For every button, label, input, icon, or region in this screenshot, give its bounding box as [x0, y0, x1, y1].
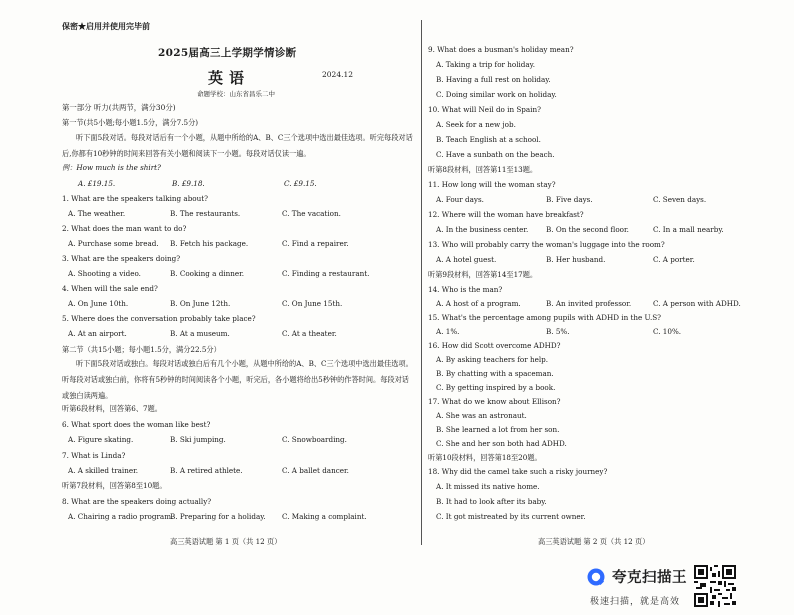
instructions: 听下面5段对话或独白。每段对话或独白后有几个小题，从题中所给的A、B、C三个选项中选出最佳选项。听每段对话或独白前，你将有5秒钟的时间阅读各个小题，听完后，各小题将给出5秒钟的作答时间。每段对话或独白读两遍。 — [62, 359, 413, 400]
option-c: C. At a theater. — [282, 329, 337, 338]
option-c: C. A ballet dancer. — [282, 466, 349, 475]
example-option-b: B. £9.18. — [172, 179, 205, 188]
option-b: B. Fetch his package. — [170, 239, 249, 248]
option-a: A. It missed its native home. — [436, 482, 540, 491]
option-b: B. By chatting with a spaceman. — [436, 369, 554, 378]
option-a: A. In the business center. — [436, 225, 529, 234]
question: 13. Who will probably carry the woman's luggage into the room? — [428, 240, 665, 249]
example-option-c: C. £9.15. — [284, 179, 317, 188]
option-c: C. Seven days. — [653, 195, 707, 204]
question: 7. What is Linda? — [62, 451, 126, 460]
option-b: B. A retired athlete. — [170, 466, 243, 475]
question: 10. What will Neil do in Spain? — [428, 105, 541, 114]
section-heading: 第二节（共15小题；每小题1.5分，满分22.5分） — [62, 345, 221, 354]
option-c: C. 10%. — [653, 327, 682, 336]
question: 17. What do we know about Ellison? — [428, 397, 561, 406]
option-c: C. By getting inspired by a book. — [436, 383, 556, 392]
question: 2. What does the man want to do? — [62, 224, 187, 233]
option-c: C. A person with ADHD. — [653, 299, 741, 308]
option-c: C. Making a complaint. — [282, 512, 367, 521]
scanner-slogan: 极速扫描，就是高效 — [590, 597, 681, 607]
option-b: B. Her husband. — [546, 255, 606, 264]
option-c: C. Finding a restaurant. — [282, 269, 370, 278]
question: 4. When will the sale end? — [62, 284, 158, 293]
page-divider — [421, 20, 422, 545]
option-b: B. She learned a lot from her son. — [436, 425, 560, 434]
option-a: A. A hotel guest. — [436, 255, 497, 264]
option-a: A. She was an astronaut. — [436, 411, 527, 420]
option-a: A. Four days. — [436, 195, 484, 204]
material-heading: 听第9段材料，回答第14至17题。 — [428, 270, 538, 279]
option-b: B. The restaurants. — [170, 209, 241, 218]
question: 9. What does a busman's holiday mean? — [428, 45, 574, 54]
question: 8. What are the speakers doing actually? — [62, 497, 212, 506]
option-a: A. By asking teachers for help. — [436, 355, 549, 364]
option-b: B. It had to look after its baby. — [436, 497, 547, 506]
confidential-label: 保密★启用并使用完毕前 — [62, 21, 150, 31]
option-a: A. On June 10th. — [68, 299, 129, 308]
option-a: A. Shooting a video. — [68, 269, 141, 278]
option-b: B. On the second floor. — [546, 225, 629, 234]
question: 15. What's the percentage among pupils with ADHD in the U.S? — [428, 313, 662, 322]
option-c: C. A porter. — [653, 255, 695, 264]
question: 3. What are the speakers doing? — [62, 254, 181, 263]
option-a: A. Purchase some bread. — [68, 239, 159, 248]
option-c: C. Find a repairer. — [282, 239, 349, 248]
option-a: A. Chairing a radio program. — [68, 512, 174, 521]
example-question: 例：How much is the shirt? — [62, 163, 161, 172]
example-option-a: A. £19.15. — [78, 179, 116, 188]
option-c: C. Have a sunbath on the beach. — [436, 150, 555, 159]
option-b: B. Ski jumping. — [170, 435, 226, 444]
option-b: B. On June 12th. — [170, 299, 231, 308]
material-heading: 听第10段材料，回答第18至20题。 — [428, 453, 542, 462]
option-c: C. In a mall nearby. — [653, 225, 724, 234]
option-c: C. On June 15th. — [282, 299, 343, 308]
option-a: A. Figure skating. — [68, 435, 134, 444]
page-footer: 高三英语试题 第 2 页（共 12 页） — [538, 537, 650, 546]
option-a: A. The weather. — [68, 209, 126, 218]
question: 6. What sport does the woman like best? — [62, 420, 211, 429]
option-c: C. The vacation. — [282, 209, 341, 218]
question: 18. Why did the camel take such a risky journey? — [428, 467, 608, 476]
option-b: B. Having a full rest on holiday. — [436, 75, 551, 84]
question: 14. Who is the man? — [428, 285, 503, 294]
option-c: C. It got mistreated by its current owner. — [436, 512, 586, 521]
option-c: C. She and her son both had ADHD. — [436, 439, 567, 448]
option-a: A. 1%. — [436, 327, 460, 336]
question: 16. How did Scott overcome ADHD? — [428, 341, 561, 350]
exam-title: 2025届高三上学期学情诊断 — [158, 47, 297, 59]
scanner-logo-icon — [586, 567, 606, 587]
option-b: B. Five days. — [546, 195, 593, 204]
option-a: A. Taking a trip for holiday. — [436, 60, 536, 69]
subject-heading: 英语 — [208, 69, 251, 87]
option-b: B. 5%. — [546, 327, 570, 336]
page-footer: 高三英语试题 第 1 页（共 12 页） — [170, 537, 282, 546]
option-a: A. A skilled trainer. — [68, 466, 139, 475]
question: 11. How long will the woman stay? — [428, 180, 556, 189]
material-heading: 听第7段材料，回答第8至10题。 — [62, 481, 167, 490]
option-b: B. Cooking a dinner. — [170, 269, 245, 278]
option-a: A. Seek for a new job. — [436, 120, 516, 129]
option-b: B. At a museum. — [170, 329, 230, 338]
material-heading: 听第8段材料，回答第11至13题。 — [428, 165, 538, 174]
qr-code-icon — [694, 565, 736, 607]
option-c: C. Snowboarding. — [282, 435, 347, 444]
instructions: 听下面5段对话。每段对话后有一个小题，从题中所给的A、B、C三个选项中选出最佳选项。听完每段对话后,你都有10秒钟的时间来回答有关小题和阅读下一小题。每段对话仅读一遍。 — [62, 133, 413, 158]
scanner-brand: 夸克扫描王 — [612, 570, 687, 586]
option-b: B. Preparing for a holiday. — [170, 512, 266, 521]
part-heading: 第一部分 听力(共两节，满分30分) — [62, 103, 176, 112]
question: 1. What are the speakers talking about? — [62, 194, 209, 203]
exam-date: 2024.12 — [322, 70, 354, 79]
option-c: C. Doing similar work on holiday. — [436, 90, 557, 99]
section-heading: 第一节(共5小题;每小题1.5分，满分7.5分) — [62, 118, 199, 127]
option-a: A. A host of a program. — [436, 299, 521, 308]
question: 5. Where does the conversation probably take place? — [62, 314, 256, 323]
material-heading: 听第6段材料，回答第6、7题。 — [62, 404, 162, 413]
question: 12. Where will the woman have breakfast? — [428, 210, 584, 219]
option-b: B. An invited professor. — [546, 299, 632, 308]
option-b: B. Teach English at a school. — [436, 135, 541, 144]
setter-school: 命题学校：山东省昌乐二中 — [197, 90, 275, 98]
option-a: A. At an airport. — [68, 329, 127, 338]
